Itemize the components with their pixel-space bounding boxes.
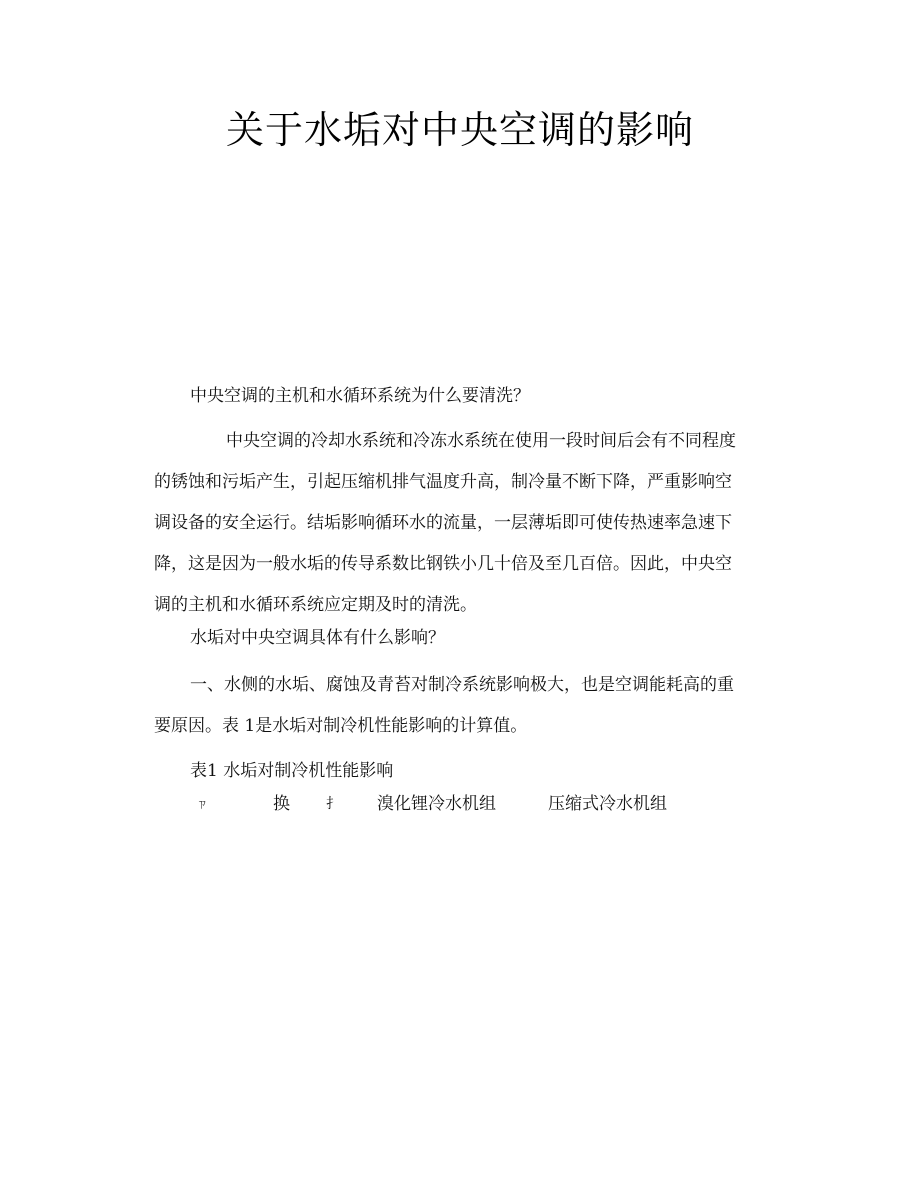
paragraph-line: 调设备的安全运行。结垢影响循环水的流量，一层薄垢即可使传热速率急速下: [154, 513, 732, 533]
paragraph-line: 中央空调的冷却水系统和冷冻水系统在使用一段时间后会有不同程度: [226, 431, 736, 451]
question-heading-1: 中央空调的主机和水循环系统为什么要清洗？: [190, 386, 530, 406]
paragraph-1: [154, 421, 771, 626]
table-header-cell: ㄗ: [196, 797, 209, 811]
paragraph-line: 一、水侧的水垢、腐蚀及青苔对制冷系统影响极大，也是空调能耗高的重: [190, 675, 734, 695]
paragraph-line: 调的主机和水循环系统应定期及时的清洗。: [154, 595, 477, 615]
paragraph-2: [154, 665, 771, 747]
paragraph-line: 要原因。表 1是水垢对制冷机性能影响的计算值。: [154, 716, 528, 736]
document-title: 关于水垢对中央空调的影响: [225, 108, 694, 152]
paragraph-line: 的锈蚀和污垢产生，引起压缩机排气温度升高，制冷量不断下降，严重影响空: [154, 472, 732, 492]
question-heading-2: 水垢对中央空调具体有什么影响？: [190, 628, 445, 648]
table-caption: 表1 水垢对制冷机性能影响: [190, 761, 394, 781]
table-header-cell: 压缩式冷水机组: [548, 794, 667, 814]
table-header-row: [0, 786, 920, 826]
table-header-cell: 溴化锂冷水机组: [377, 794, 496, 814]
paragraph-line: 降，这是因为一般水垢的传导系数比钢铁小几十倍及至几百倍。因此，中央空: [154, 554, 732, 574]
table-header-cell: 换: [273, 794, 290, 814]
table-header-cell: 扌: [326, 796, 340, 812]
